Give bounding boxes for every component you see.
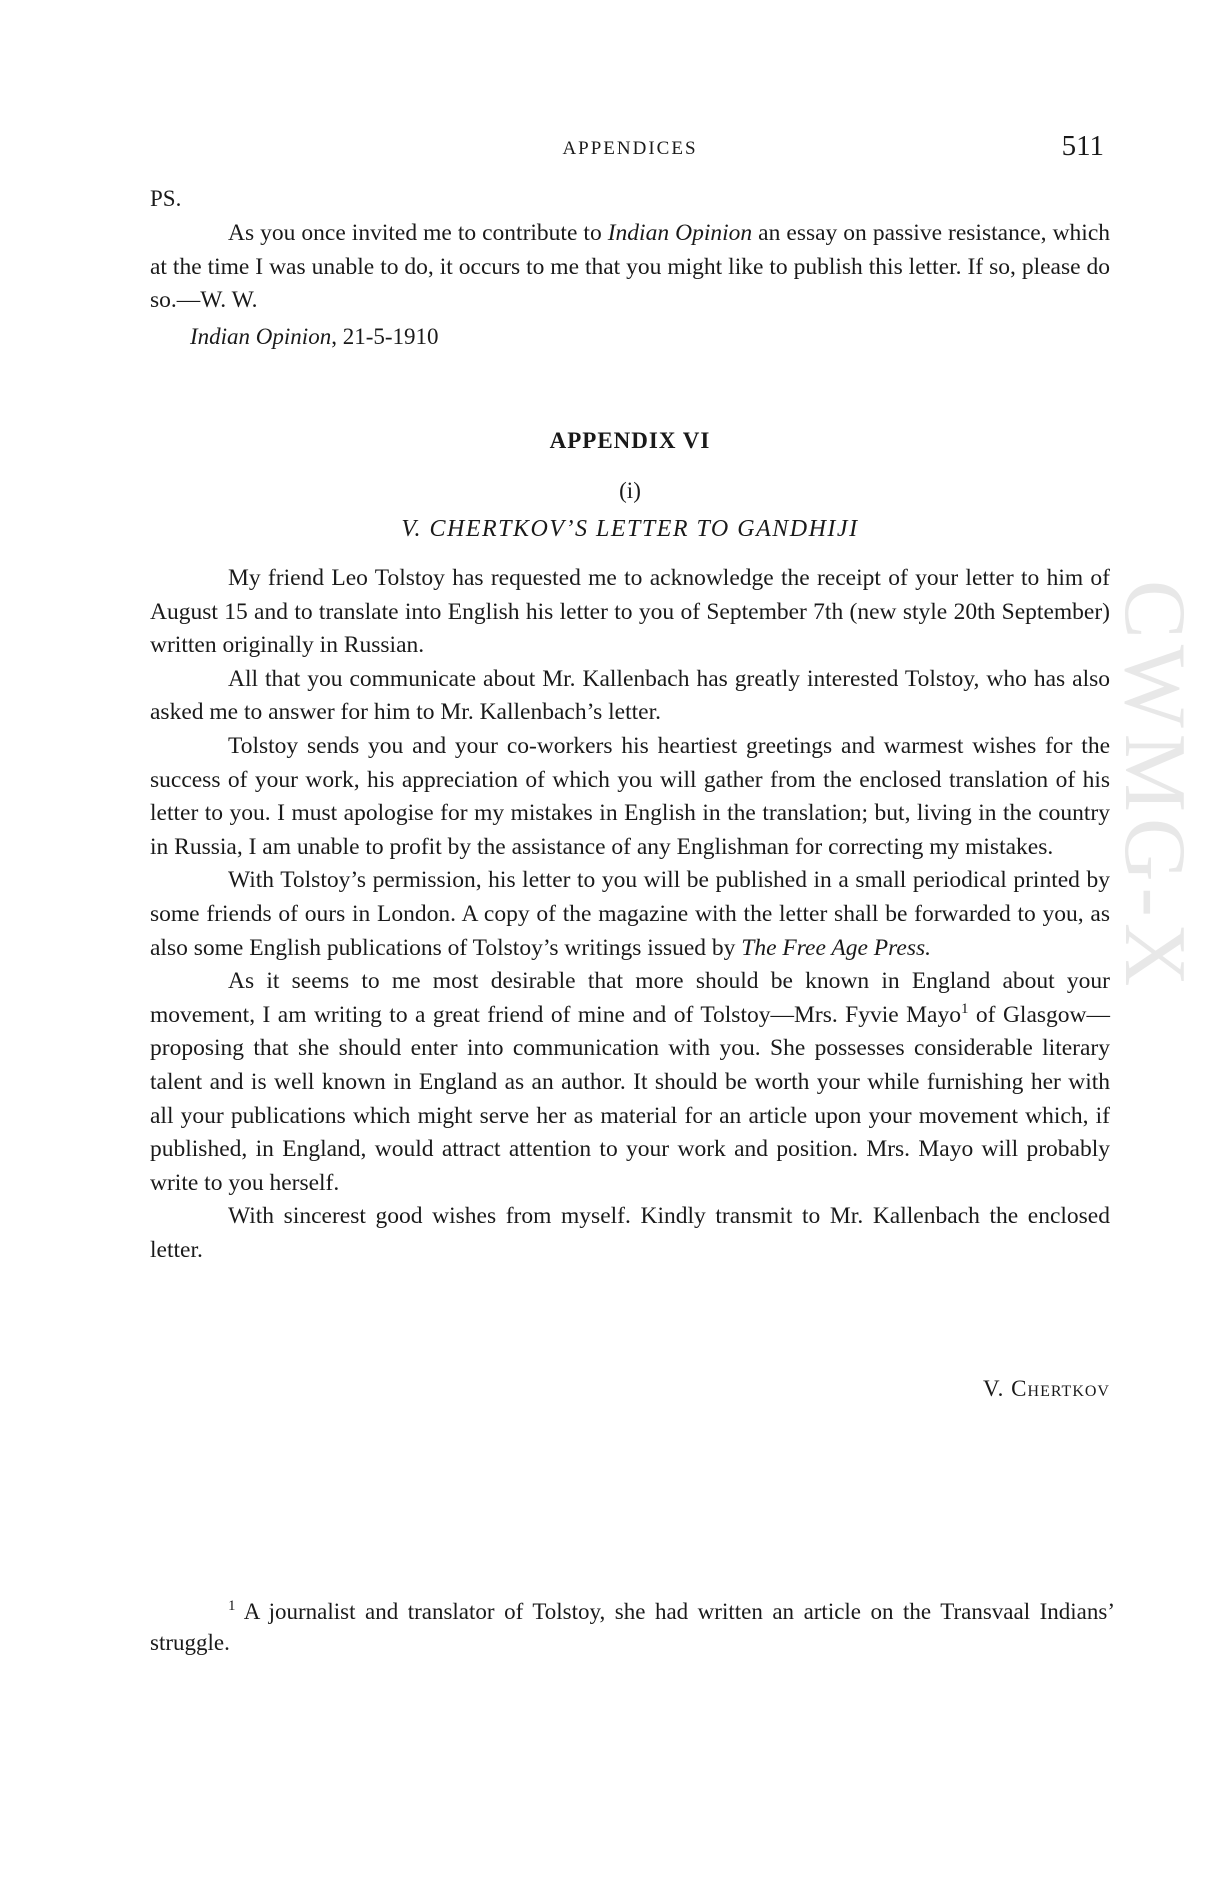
letter-paragraph xyxy=(150,965,1110,1200)
letter-paragraph: All that you communicate about Mr. Kallenbach has greatly interested Tolstoy, who has also asked me to answer for him to Mr. Kallenbach’s letter. xyxy=(150,665,1110,726)
paragraph-text: of Glasgow—proposing that she should enter into communication with you. She possesses considerable literary talent and is well known in England as an author. It should be worth your while furnishing her with all your publications which might serve her as material for an article upon your movement which, if published, in England, would attract attention to your work and position. Mrs. Mayo will probably write to you herself. xyxy=(150,1001,1111,1196)
postscript-body xyxy=(150,217,1110,318)
postscript-text-end: an essay on passive resistance, which at the time I was unable to do, it occurs to me that you might like to publish this letter. If so, please do so.—W. W. xyxy=(150,220,1111,314)
running-title: APPENDICES xyxy=(562,138,698,159)
source-date: , 21-5-1910 xyxy=(331,324,439,349)
running-head xyxy=(150,130,1110,168)
signature xyxy=(983,1376,1110,1402)
postscript-label: PS. xyxy=(150,186,182,211)
publication-title: Indian Opinion xyxy=(607,220,753,246)
letter-title: V. CHERTKOV’S LETTER TO GANDHIJI xyxy=(401,516,859,542)
section-numeral: (i) xyxy=(619,478,641,503)
footnote xyxy=(150,1596,1115,1658)
letter-body xyxy=(150,562,1110,1267)
letter-paragraph: Tolstoy sends you and your co-workers his heartiest greetings and warmest wishes for the success of your work, his appreciation of which you will gather from the enclosed translation of his letter to you. I must apologise for my mistakes in English in the translation; but, living in the country in Russia, I am unable to profit by the assistance of any Englishman for correcting my mistakes. xyxy=(150,732,1110,860)
source-citation xyxy=(190,324,439,350)
letter-paragraph xyxy=(150,864,1110,965)
source-title: Indian Opinion xyxy=(190,324,332,349)
paragraph-text: As it seems to me most desirable that more should be known in England about your movement, I am writing to a great friend of mine and of Tolstoy—Mrs. Fyvie Mayo xyxy=(150,968,1110,1028)
page-number: 511 xyxy=(1061,130,1104,162)
postscript-text-start: As you once invited me to contribute to xyxy=(228,220,608,246)
appendix-heading: APPENDIX VI xyxy=(549,428,711,453)
signature-name: Chertkov xyxy=(1011,1376,1110,1401)
watermark: CWMG-X xyxy=(1106,580,1203,993)
paragraph-text: With Tolstoy’s permission, his letter to you will be published in a small periodical printed by some friends of ours in London. A copy of the magazine with the letter shall be forwarded to you, as also some English publications of Tolstoy’s writings issued by xyxy=(150,867,1110,961)
postscript-paragraph xyxy=(150,217,1110,318)
footnote-paragraph xyxy=(150,1596,1115,1658)
letter-paragraph: My friend Leo Tolstoy has requested me to acknowledge the receipt of your letter to him of August 15 and to translate into English his letter to you of September 7th (new style 20th September) written originally in Russian. xyxy=(150,565,1110,659)
signature-initial: V. xyxy=(983,1376,1012,1401)
footnote-text: A journalist and translator of Tolstoy, she had written an article on the Transvaal Indians’ struggle. xyxy=(150,1599,1115,1655)
press-name: The Free Age Press. xyxy=(741,934,931,961)
footnote-reference: 1 xyxy=(960,1000,969,1017)
footnote-mark: 1 xyxy=(228,1598,236,1614)
letter-paragraph: With sincerest good wishes from myself. Kindly transmit to Mr. Kallenbach the enclosed letter. xyxy=(150,1203,1110,1263)
